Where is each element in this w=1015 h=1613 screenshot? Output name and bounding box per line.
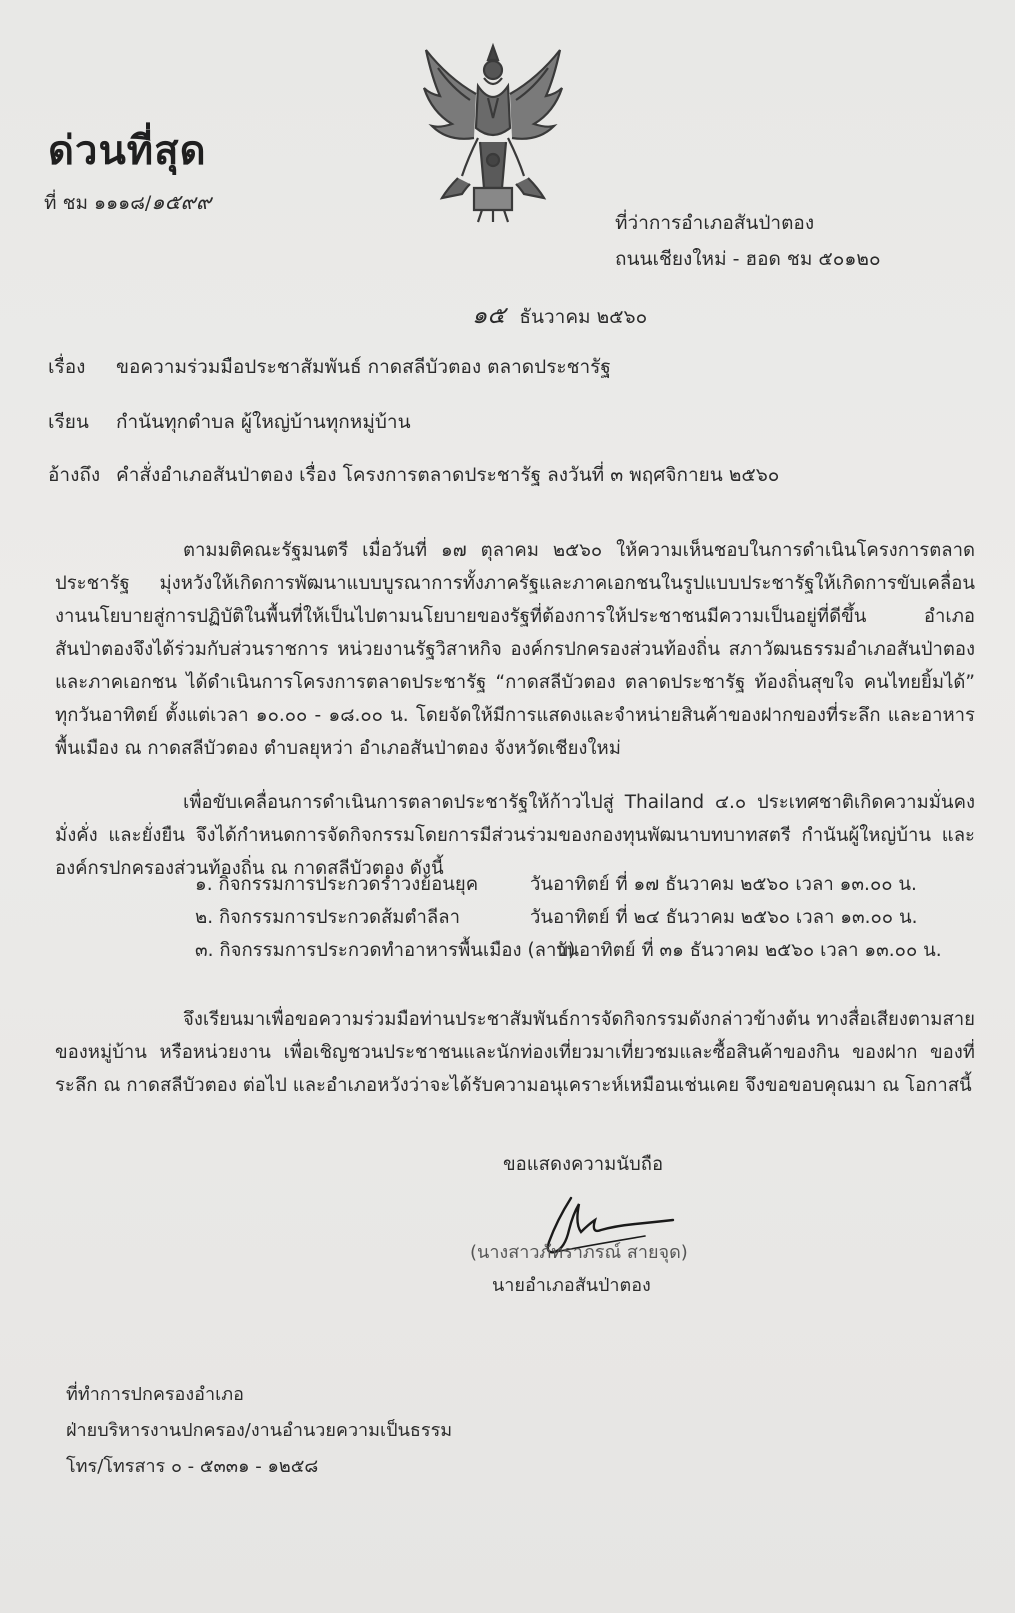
office-road: ถนนเชียงใหม่ - ฮอด ชม ๕๐๑๒๐ [615,248,881,270]
date-month-year: ธันวาคม ๒๕๖๐ [519,306,648,328]
urgency-stamp: ด่วนที่สุด [48,128,207,174]
subject-label: เรื่อง [48,356,86,378]
activity-when: วันอาทิตย์ ที่ ๒๔ ธันวาคม ๒๕๖๐ เวลา ๑๓.๐๐ น. [530,907,918,928]
recipient-label: เรียน [48,411,89,433]
office-address [615,205,881,277]
document-number-prefix: ที่ ชม ๑๑๑๘/ [44,192,152,214]
signer-name: (นางสาวภัทราภรณ์ สายจุด) [470,1242,688,1263]
closing-salutation: ขอแสดงความนับถือ [503,1154,664,1175]
reference-text: คำสั่งอำเภอสันป่าตอง เรื่อง โครงการตลาดประชารัฐ ลงวันที่ ๓ พฤศจิกายน ๒๕๖๐ [116,464,780,486]
paragraph-1-text: ตามมติคณะรัฐมนตรี เมื่อวันที่ ๑๗ ตุลาคม ๒๕๖๐ ให้ความเห็นชอบในการดำเนินโครงการตลาดประชารัฐ มุ่งหวังให้เกิดการพัฒนาแบบบูรณาการทั้งภาครัฐและภาคเอกชนในรูปแบบประชารัฐให้เกิดการขับเคลื่อนงานนโยบายสู่การปฏิบัติในพื้นที่ให้เป็นไปตามนโยบายของรัฐที่ต้องการให้ประชาชนมีความเป็นอยู่ที่ดีขึ้น อำเภอสันป่าตองจึงได้ร่วมกับส่วนราชการ หน่วยงานรัฐวิสาหกิจ องค์กรปกครองส่วนท้องถิ่น สภาวัฒนธรรมอำเภอสันป่าตอง และภาคเอกชน ได้ดำเนินการโครงการตลาดประชารัฐ “กาดสลีบัวตอง ตลาดประชารัฐ ท้องถิ่นสุขใจ คนไทยยิ้มได้” ทุกวันอาทิตย์ ตั้งแต่เวลา ๑๐.๐๐ - ๑๘.๐๐ น. โดยจัดให้มีการแสดงและจำหน่ายสินค้าของฝากของที่ระลึก และอาหารพื้นเมือง ณ กาดสลีบัวตอง ตำบลยุหว่า อำเภอสันป่าตอง จังหวัดเชียงใหม่ [55,540,975,759]
office-name: ที่ว่าการอำเภอสันป่าตอง [615,212,815,234]
contact-footer [66,1377,452,1485]
body-paragraph-3 [55,1003,975,1102]
activity-item [195,870,478,899]
recipient-text: กำนันทุกตำบล ผู้ใหญ่บ้านทุกหมู่บ้าน [116,411,411,433]
footer-department: ฝ่ายบริหารงานปกครอง/งานอำนวยความเป็นธรรม [66,1420,453,1441]
activity-item [195,936,575,965]
document-number-handwritten: ๑๕๙๙ [151,190,212,214]
body-paragraph-1 [55,534,975,765]
subject-text: ขอความร่วมมือประชาสัมพันธ์ กาดสลีบัวตอง ตลาดประชารัฐ [116,356,611,378]
activity-name: ๒. กิจกรรมการประกวดส้มตำลีลา [195,907,460,928]
garuda-emblem-icon [418,38,568,224]
date-day-handwritten: ๑๕ [472,301,506,329]
paragraph-2-text: เพื่อขับเคลื่อนการดำเนินการตลาดประชารัฐให้ก้าวไปสู่ Thailand ๔.๐ ประเทศชาติเกิดความมั่นคง มั่งคั่ง และยั่งยืน จึงได้กำหนดการจัดกิจกรรมโดยการมีส่วนร่วมของกองทุนพัฒนาบทบาทสตรี กำนันผู้ใหญ่บ้าน และองค์กรปกครองส่วนท้องถิ่น ณ กาดสลีบัวตอง ดังนี้ [55,792,975,879]
subject-line [48,352,611,382]
reference-label: อ้างถึง [48,464,101,486]
reference-line [48,460,779,490]
activity-name: ๑. กิจกรรมการประกวดรำวงย้อนยุค [195,874,479,895]
paragraph-3-text: จึงเรียนมาเพื่อขอความร่วมมือท่านประชาสัมพันธ์การจัดกิจกรรมดังกล่าวข้างต้น ทางสื่อเสียงตามสายของหมู่บ้าน หรือหน่วยงาน เพื่อเชิญชวนประชาชนและนักท่องเที่ยวมาเที่ยวชมและซื้อสินค้าของกิน ของฝาก ของที่ระลึก ณ กาดสลีบัวตอง ต่อไป และอำเภอหวังว่าจะได้รับความอนุเคราะห์เหมือนเช่นเคย จึงขอขอบคุณมา ณ โอกาสนี้ [55,1009,975,1096]
footer-phone: โทร/โทรสาร ๐ - ๕๓๓๑ - ๑๒๕๘ [66,1456,319,1477]
signer-position: นายอำเภอสันป่าตอง [492,1275,651,1296]
activity-when: วันอาทิตย์ ที่ ๓๑ ธันวาคม ๒๕๖๐ เวลา ๑๓.๐๐ น. [556,940,942,961]
activity-when: วันอาทิตย์ ที่ ๑๗ ธันวาคม ๒๕๖๐ เวลา ๑๓.๐๐ น. [530,874,917,895]
activity-name: ๓. กิจกรรมการประกวดทำอาหารพื้นเมือง (ลาบ) [195,940,576,961]
document-number [44,186,211,219]
recipient-line [48,407,411,437]
letter-date [472,295,647,334]
footer-office: ที่ทำการปกครองอำเภอ [66,1384,244,1405]
activity-item [195,903,460,932]
